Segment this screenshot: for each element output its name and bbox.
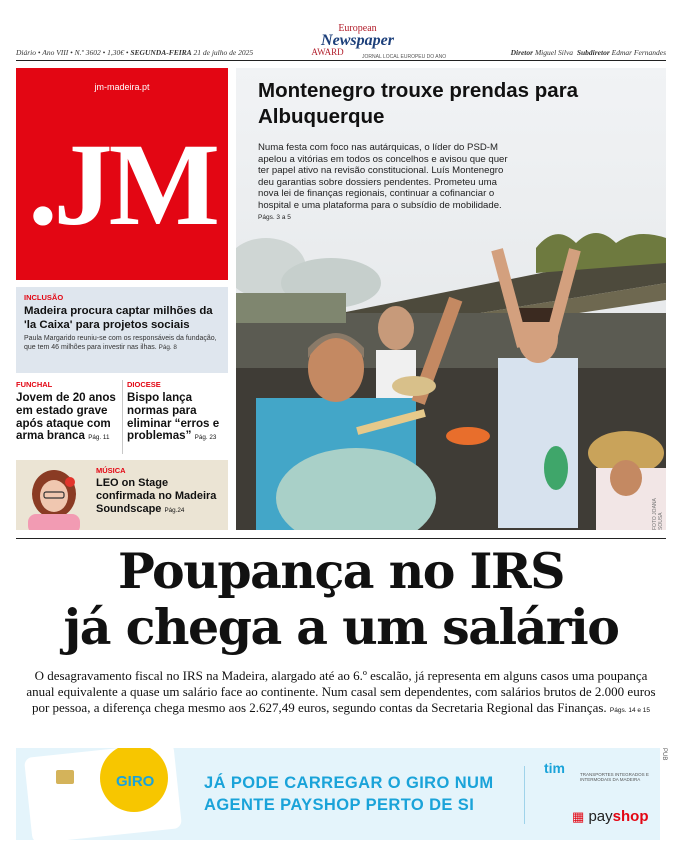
giro-card-graphic [16,748,191,840]
main-headline-line2: já chega a um salário [63,598,619,656]
ad-copy-line2: AGENTE PAYSHOP PERTO DE SI [204,796,475,814]
story-diocese[interactable] [127,380,229,460]
story-inclusao[interactable] [16,287,228,373]
lead-headline[interactable]: Montenegro trouxe prendas para Albuquerque [258,79,579,128]
jm-mark: .JM [28,119,216,250]
giro-payshop-ad[interactable] [16,748,660,840]
issue-info: Diário • Ano VIII • N.º 3602 • 1,30€ • SEGUNDA-FEIRA 21 de julho de 2025 [16,48,254,57]
headline-divider [16,538,666,539]
masthead-divider [16,60,666,61]
column-divider [122,380,123,454]
section-label: INCLUSÃO [24,293,64,302]
jm-logo[interactable] [16,68,228,280]
editors-info: Diretor Miguel Silva Subdiretor Edmar Fernandes [510,48,666,57]
lead-body: Numa festa com foco nas autárquicas, o líder do PSD-M apelou a vitórias em todos os concelhos e avisou que quer ter papel ativo na revisão constitucional. Luís Montenegro deu garantias sobre dossiers pendentes. Prometeu uma nova lei de finanças regionais, continuar a cofinanciar o hospital e uma plataforma para o subsídio de mobilidade. Págs. 3 a 5 [258,142,508,221]
story-body: Paula Margarido reuniu-se com os responsáveis da fundação, que tem 46 milhões para investir nas ilhas. Pág. 8 [24,335,217,351]
section-label: MÚSICA [96,466,126,475]
tim-logo: tim TRANSPORTES INTEGRADOS E INTERMODAIS DA MADEIRA [544,760,649,782]
ad-divider [524,766,525,824]
main-headline[interactable] [0,543,682,655]
lead-pages: Págs. 3 a 5 [258,214,291,221]
european-newspaper-award-logo: European Newspaper AWARD JORNAL LOCAL EUROPEU DO ANO [311,23,447,60]
story-musica[interactable] [16,460,228,530]
main-lede: O desagravamento fiscal no IRS na Madeira, alargado até ao 6.º escalão, já representa em alguns casos uma poupança anual equivalente a quase um salário face ao continente. Num casal sem dependentes, com salários brutos de 2.000 euros por pessoa, a diferença chega mesmo aos 2.627,49 euros, segundo contas da Secretaria Regional das Finanças. Págs. 14 e 15 [26,668,656,716]
singer-photo [16,460,92,530]
pub-label: PUB [661,748,667,761]
payshop-grid-icon: ▦ [572,809,585,824]
main-headline-line1: Poupança no IRS [117,542,564,600]
lead-photo [236,68,666,530]
story-headline[interactable]: Jovem de 20 anos em estado grave após ataque com arma branca Pág. 11 [16,391,116,443]
svg-text:GIRO: GIRO [116,773,155,790]
ad-copy-line1: JÁ PODE CARREGAR O GIRO NUM [204,774,494,792]
story-funchal[interactable] [16,380,121,460]
section-label: FUNCHAL [16,380,53,389]
photo-credit: FOTO JOANA SOUSA [652,498,664,530]
site-url[interactable]: jm-madeira.pt [94,82,150,92]
story-headline[interactable]: Madeira procura captar milhões da 'la Caixa' para projetos sociais [24,305,213,331]
section-label: DIOCESE [127,380,161,389]
story-headline[interactable]: Bispo lança normas para eliminar “erros e problemas” Pág. 23 [127,391,220,443]
story-headline[interactable]: LEO on Stage confirmada no Madeira Soundscape Pág.24 [96,477,217,515]
payshop-logo: ▦ payshop [572,808,649,825]
lead-story[interactable] [236,68,666,530]
main-lede-pages: Págs. 14 e 15 [609,707,651,715]
